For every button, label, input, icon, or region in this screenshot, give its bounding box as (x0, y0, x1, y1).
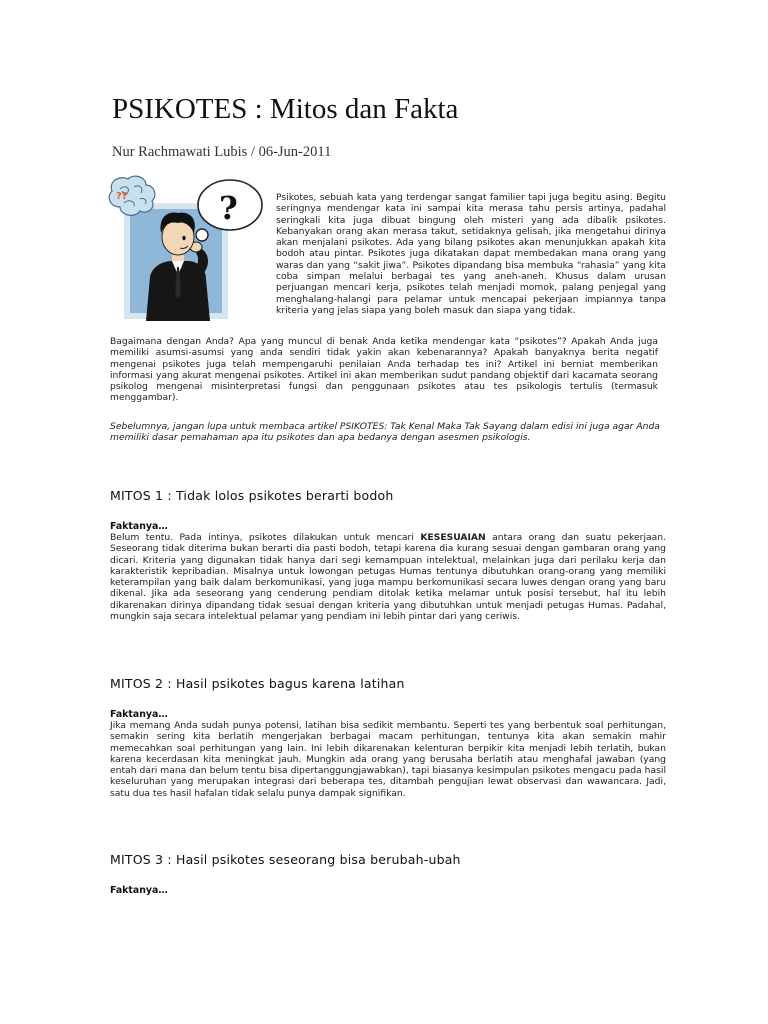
kesesuaian-emphasis: KESESUAIAN (420, 532, 486, 543)
section-heading-mitos-3: MITOS 3 : Hasil psikotes seseorang bisa berubah-ubah (110, 852, 461, 867)
section-heading-mitos-2: MITOS 2 : Hasil psikotes bagus karena latihan (110, 676, 405, 691)
fakta-label-mitos-3: Faktanya… (110, 885, 168, 896)
section-heading-mitos-1: MITOS 1 : Tidak lolos psikotes berarti bodoh (110, 488, 394, 503)
svg-text:?: ? (219, 189, 238, 227)
section-body-mitos-1: Belum tentu. Pada intinya, psikotes dilakukan untuk mencari KESESUAIAN antara orang dan suatu pekerjaan. Seseorang tidak diterima bukan berarti dia pasti bodoh, tetapi karena dia kurang sesuai dengan gambaran orang yang dicari. Kriteria yang digunakan tidak hanya dari segi kemampuan intelektual, melainkan juga dari perilaku kerja dan karakteristik kepribadian. Misalnya untuk lowongan petugas Humas tentunya dibutuhkan orang-orang yang memiliki keterampilan yang baik dalam berkomunikasi, yang juga mampu berkomunikasi secara luwes dengan orang yang baru dikenal. Jika ada seseorang yang cenderung pendiam ditolak ketika melamar untuk posisi tersebut, hal itu lebih dikarenakan dirinya dipandang tidak sesuai dengan kriteria yang dibutuhkan untuk menjadi petugas Humas. Padahal, mungkin saja secara intelektual pelamar yang pendiam ini lebih pintar dari yang ceriwis. (110, 532, 667, 623)
fakta-label-mitos-2: Faktanya… (110, 709, 168, 720)
section-body-mitos-2: Jika memang Anda sudah punya potensi, latihan bisa sedikit membantu. Seperti tes yang berbentuk soal perhitungan, semakin sering kita berlatih mengerjakan berbagai macam perhitungan, tentunya kita akan semakin mahir memecahkan soal perhitungan yang lain. Ini lebih dikarenakan kelenturan berpikir kita menjadi lebih terlatih, bukan karena kecerdasan kita meningkat jauh. Mungkin ada orang yang berusaha berlatih atau menghafal jawaban (yang entah dari mana dan belum tentu bisa dipertanggungjawabkan), tapi biasanya kesimpulan psikotes mengacu pada hasil keseluruhan yang merupakan integrasi dari beberapa tes, ditambah pengujian lewat observasi dan wawancara. Jadi, satu dua tes hasil hafalan tidak selalu punya dampak signifikan. (110, 720, 666, 799)
fakta-label-mitos-1: Faktanya… (110, 521, 168, 532)
italic-note-paragraph: Sebelumnya, jangan lupa untuk membaca artikel PSIKOTES: Tak Kenal Maka Tak Sayang dalam edisi ini juga agar Anda memiliki dasar pemahaman apa itu psikotes dan apa bedanya dengan asesmen psikologis. (110, 421, 660, 444)
page-title: PSIKOTES : Mitos dan Fakta (112, 93, 459, 125)
author-date-byline: Nur Rachmawati Lubis / 06-Jun-2011 (112, 144, 332, 160)
thinking-person-question-icon (106, 175, 264, 321)
second-paragraph: Bagaimana dengan Anda? Apa yang muncul di benak Anda ketika mendengar kata “psikotes”? Apakah Anda juga memiliki asumsi-asumsi yang anda sendiri tidak yakin akan kebenarannya? Apakah banyaknya berita negatif mengenai psikotes juga telah mempengaruhi penilaian Anda terhadap tes ini? Artikel ini berniat memberikan informasi yang akurat mengenai psikotes. Artikel ini akan memberikan sudut pandang objektif dari kacamata seorang psikolog mengenai misinterpretasi fungsi dan penggunaan psikotes atau tes psikologis tertulis (termasuk menggambar). (110, 336, 658, 404)
svg-text:??: ?? (116, 191, 128, 202)
swirl-cloud-icon (109, 176, 155, 215)
intro-paragraph: Psikotes, sebuah kata yang terdengar sangat familier tapi juga begitu asing. Begitu seringnya mendengar kata ini sampai kita merasa tahu persis artinya, padahal seringkali kita juga dibuat bingung oleh misteri yang ada dibalik psikotes. Kebanyakan orang akan merasa takut, setidaknya gelisah, jika mengetahui dirinya akan menjalani psikotes. Ada yang bilang psikotes akan menunjukkan apakah kita bodoh atau pintar. Psikotes juga dikatakan dapat membedakan mana orang yang waras dan yang “sakit jiwa”. Psikotes dipandang bisa membuka “rahasia” yang kita coba simpan melalui berbagai tes yang aneh-aneh. Khusus dalam urusan perjuangan mencari kerja, psikotes telah menjadi momok, palang penjegal yang menghalang-halangi para pelamar untuk mencapai pekerjaan impiannya tanpa kriteria yang jelas siapa yang boleh masuk dan siapa yang tidak. (276, 192, 666, 316)
